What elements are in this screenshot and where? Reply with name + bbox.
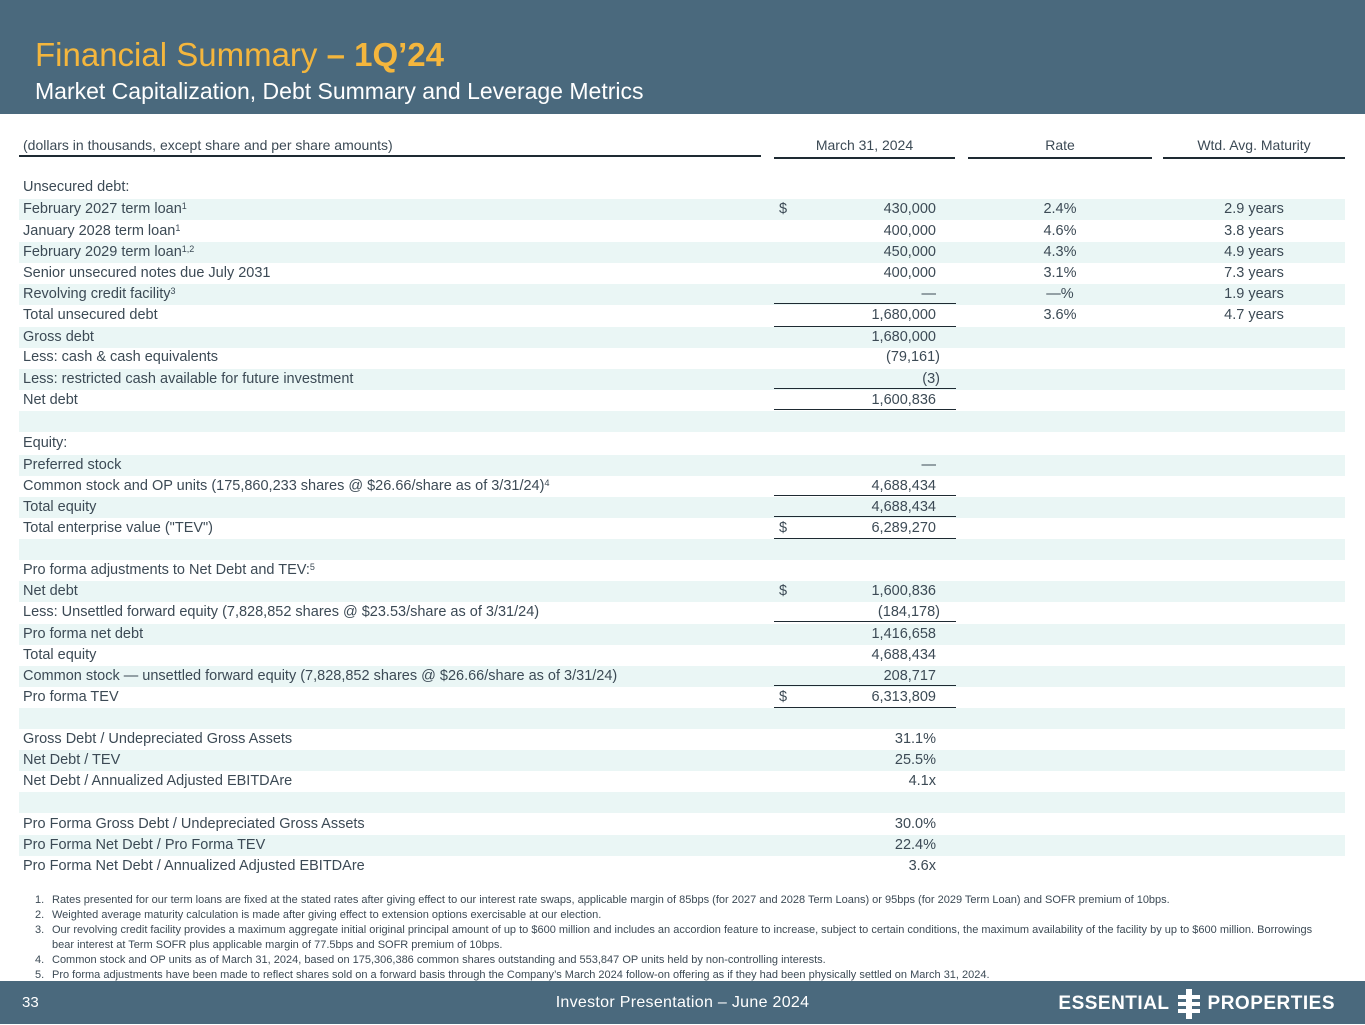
table-row <box>19 539 1345 560</box>
footnote-ref: 4 <box>544 478 550 488</box>
table-row <box>19 199 1345 220</box>
table-row <box>19 624 1345 645</box>
table-row <box>19 327 1345 348</box>
row-label: Gross debt <box>23 329 94 345</box>
amount-cell: (79,161) <box>885 349 940 365</box>
table-row <box>19 263 1345 284</box>
rate-cell: 4.6% <box>1043 223 1077 239</box>
rate-cell: 3.1% <box>1043 265 1077 281</box>
row-label: Total enterprise value ("TEV") <box>23 520 214 536</box>
row-label: Less: cash & cash equivalents <box>23 349 219 365</box>
footnote-ref: 5 <box>309 562 315 572</box>
row-label: Pro forma adjustments to Net Debt and TEV:$^5$ <box>23 562 315 578</box>
column-header-rate: Rate <box>968 137 1152 159</box>
amount-cell: 1,416,658 <box>871 626 936 642</box>
amount-cell: 1,600,836 <box>871 392 936 408</box>
table-row <box>19 497 1345 518</box>
table-row <box>19 560 1345 581</box>
table-row <box>19 411 1345 432</box>
row-label: Net debt <box>23 583 78 599</box>
amount-cell: 430,000 <box>883 201 936 217</box>
row-label: Preferred stock <box>23 457 122 473</box>
subtotal-rule <box>774 303 956 304</box>
rate-cell: 2.4% <box>1043 201 1077 217</box>
table-row <box>19 729 1345 750</box>
amount-cell: 4,688,434 <box>871 499 936 515</box>
table-row <box>19 455 1345 476</box>
header-banner <box>0 0 1365 114</box>
company-logo: ESSENTIAL PROPERTIES <box>1058 989 1335 1019</box>
footnote-ref: 3 <box>170 286 176 296</box>
subtotal-rule <box>774 326 956 327</box>
row-label: January 2028 term loan$^1$ <box>23 223 181 239</box>
amount-cell: 4.1x <box>908 773 936 789</box>
table-row <box>19 814 1345 835</box>
table-row <box>19 708 1345 729</box>
subtotal-rule <box>774 495 956 496</box>
footer-bar <box>0 981 1365 1024</box>
table-row <box>19 369 1345 390</box>
amount-cell: — <box>921 457 936 473</box>
amount-cell: (184,178) <box>877 604 940 620</box>
subtotal-rule <box>774 516 956 517</box>
row-label: Pro Forma Gross Debt / Undepreciated Gross Assets <box>23 816 365 832</box>
footnote-ref: 1,2 <box>181 244 195 254</box>
footnote: 4. Common stock and OP units as of March 31, 2024, based on 175,306,386 common shares outstanding and 553,847 OP units held by non-controlling interests. <box>35 954 826 966</box>
footnote: 1. Rates presented for our term loans are fixed at the stated rates after giving effect to our interest rate swaps, applicable margin of 85bps (for 2027 and 2028 Term Loans) or 95bps (for 2029 Term Loan) and SOFR premium of 10bps. <box>35 894 1170 906</box>
maturity-cell: 7.3 years <box>1224 265 1284 281</box>
table-row <box>19 750 1345 771</box>
amount-cell: 1,680,000 <box>871 329 936 345</box>
logo-mark-icon <box>1178 989 1200 1019</box>
page-title: Financial Summary – 1Q’24 <box>35 36 445 73</box>
maturity-cell: 4.9 years <box>1224 244 1284 260</box>
table-row <box>19 476 1345 497</box>
table-row <box>19 687 1345 708</box>
table-row <box>19 177 1345 198</box>
footnote: 5. Pro forma adjustments have been made to reflect shares sold on a forward basis through the Company’s March 2024 follow-on offering as if they had been physically settled on March 31, 2024. <box>35 969 990 981</box>
table-row <box>19 666 1345 687</box>
maturity-cell: 3.8 years <box>1224 223 1284 239</box>
amount-cell: 30.0% <box>894 816 936 832</box>
currency-sign: $ <box>779 583 788 599</box>
footnote-ref: 1 <box>175 223 181 233</box>
footnote: 2. Weighted average maturity calculation is made after giving effect to extension options exercisable at our election. <box>35 909 602 921</box>
row-label: Net Debt / TEV <box>23 752 121 768</box>
table-row <box>19 390 1345 411</box>
page-subtitle: Market Capitalization, Debt Summary and Leverage Metrics <box>35 78 644 104</box>
footnote-ref: 1 <box>181 201 187 211</box>
table-row <box>19 771 1345 792</box>
table-row <box>19 602 1345 623</box>
table-row <box>19 792 1345 813</box>
column-header-date: March 31, 2024 <box>774 137 955 159</box>
amount-cell: 208,717 <box>883 668 936 684</box>
amount-cell: 3.6x <box>908 858 936 874</box>
row-label: Less: Unsettled forward equity (7,828,852 shares @ $23.53/share as of 3/31/24) <box>23 604 540 620</box>
amount-cell: 25.5% <box>894 752 936 768</box>
row-label: Pro Forma Net Debt / Annualized Adjusted EBITDAre <box>23 858 365 874</box>
table-row <box>19 645 1345 666</box>
row-label: Total unsecured debt <box>23 307 158 323</box>
amount-cell: 1,600,836 <box>871 583 936 599</box>
amount-cell: (3) <box>922 371 940 387</box>
page-number: 33 <box>22 994 39 1011</box>
row-label: Common stock — unsettled forward equity (7,828,852 shares @ $26.66/share as of 3/31/24) <box>23 668 618 684</box>
row-label: Net debt <box>23 392 78 408</box>
amount-cell: — <box>921 286 936 302</box>
column-header-description: (dollars in thousands, except share and per share amounts) <box>19 137 761 157</box>
amount-cell: 4,688,434 <box>871 647 936 663</box>
amount-cell: 4,688,434 <box>871 478 936 494</box>
subtotal-rule <box>774 621 956 622</box>
column-header-maturity: Wtd. Avg. Maturity <box>1163 137 1345 159</box>
table-row <box>19 835 1345 856</box>
amount-cell: 400,000 <box>883 223 936 239</box>
currency-sign: $ <box>779 520 788 536</box>
row-label: Senior unsecured notes due July 2031 <box>23 265 271 281</box>
row-label: Total equity <box>23 499 97 515</box>
amount-cell: 22.4% <box>894 837 936 853</box>
amount-cell: 6,289,270 <box>871 520 936 536</box>
row-label: Unsecured debt: <box>23 179 130 195</box>
amount-cell: 31.1% <box>894 731 936 747</box>
amount-cell: 6,313,809 <box>871 689 936 705</box>
table-row <box>19 433 1345 454</box>
row-label: Pro forma net debt <box>23 626 144 642</box>
row-label: February 2027 term loan$^1$ <box>23 201 187 217</box>
row-label: Revolving credit facility$^3$ <box>23 286 176 302</box>
subtotal-rule <box>774 685 956 686</box>
table-row <box>19 221 1345 242</box>
footnote: 3. Our revolving credit facility provides a maximum aggregate initial original principal amount of up to $600 million and includes an accordion feature to increase, subject to certain conditions, the maximum availability of the facility by up to $600 million. Borrowings bear interest at Term SOFR plus applicable margin of 77.5bps and SOFR premium of 10bps. <box>35 924 1313 951</box>
row-label: Gross Debt / Undepreciated Gross Assets <box>23 731 293 747</box>
amount-cell: 400,000 <box>883 265 936 281</box>
amount-cell: 1,680,000 <box>871 307 936 323</box>
row-label: Total equity <box>23 647 97 663</box>
row-label: Net Debt / Annualized Adjusted EBITDAre <box>23 773 293 789</box>
row-label: Common stock and OP units (175,860,233 shares @ $26.66/share as of 3/31/24)$^4$ <box>23 478 550 494</box>
table-row <box>19 856 1345 877</box>
subtotal-rule <box>774 538 956 539</box>
row-label: Pro Forma Net Debt / Pro Forma TEV <box>23 837 266 853</box>
rate-cell: 4.3% <box>1043 244 1077 260</box>
table-row <box>19 581 1345 602</box>
footnotes <box>35 893 1335 983</box>
row-label: Equity: <box>23 435 68 451</box>
currency-sign: $ <box>779 201 788 217</box>
table-row <box>19 347 1345 368</box>
table-row <box>19 242 1345 263</box>
table-row <box>19 518 1345 539</box>
maturity-cell: 1.9 years <box>1224 286 1284 302</box>
currency-sign: $ <box>779 689 788 705</box>
subtotal-rule <box>774 388 956 389</box>
subtotal-rule <box>774 409 956 410</box>
rate-cell: 3.6% <box>1043 307 1077 323</box>
row-label: February 2029 term loan$^{1,2}$ <box>23 244 195 260</box>
maturity-cell: 2.9 years <box>1224 201 1284 217</box>
table-row <box>19 284 1345 305</box>
amount-cell: 450,000 <box>883 244 936 260</box>
maturity-cell: 4.7 years <box>1224 307 1284 323</box>
row-label: Less: restricted cash available for future investment <box>23 371 354 387</box>
subtotal-rule <box>774 707 956 708</box>
row-label: Pro forma TEV <box>23 689 119 705</box>
table-row <box>19 305 1345 326</box>
rate-cell: —% <box>1046 286 1074 302</box>
footer-title: Investor Presentation – June 2024 <box>555 994 810 1011</box>
